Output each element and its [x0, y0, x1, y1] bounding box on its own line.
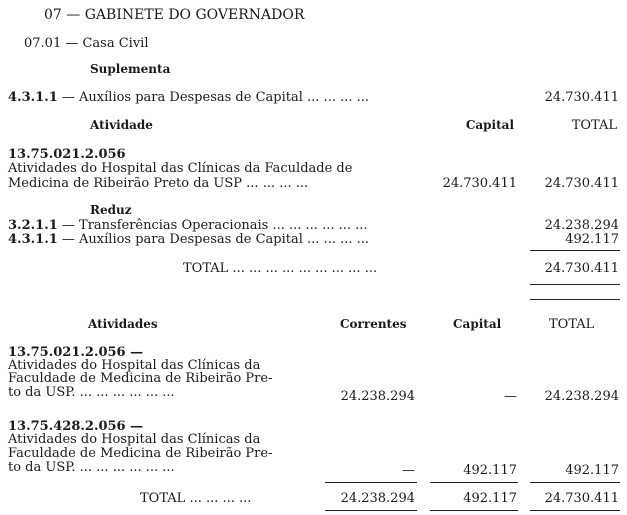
reduz-leader-2: ... ... ... ... [307, 232, 370, 247]
t2-rule-bottom-correntes [325, 510, 417, 511]
t2-row2-correntes: — [402, 463, 415, 478]
t2-row1-leader: ... ... ... ... ... ... [79, 385, 175, 400]
t2-total-leader: ... ... ... ... [189, 491, 252, 506]
t2-row1-desc2: Faculdade de Medicina de Ribeirão Pre- [8, 371, 273, 386]
t1-row-desc2-line [8, 177, 308, 190]
org-heading: 07 — GABINETE DO GOVERNADOR [44, 7, 305, 23]
t2-rule-bottom-total [530, 510, 620, 511]
t2-row2-desc1: Atividades do Hospital das Clínicas da [8, 432, 261, 447]
reduz-total-line [183, 262, 377, 275]
col-atividades: Atividades [88, 317, 158, 331]
reduz-title: Reduz [90, 203, 132, 217]
t2-total-correntes: 24.238.294 [340, 491, 415, 506]
t2-row1-code: 13.75.021.2.056 [8, 345, 126, 360]
t2-rule-bottom-capital [430, 510, 518, 511]
t1-row-leader: ... ... ... ... [246, 176, 309, 191]
t2-total-line [140, 492, 251, 505]
t2-row1-code-line: 13.75.021.2.056 — [8, 345, 144, 360]
reduz-line-1: 3.2.1.1 — Transferências Operacionais ... ... ... ... ... ... [8, 218, 368, 233]
reduz-code-2: 4.3.1.1 [8, 232, 58, 247]
t2-row1-desc1: Atividades do Hospital das Clínicas da [8, 358, 261, 373]
t1-row-code: 13.75.021.2.056 [8, 147, 126, 162]
col-total: TOTAL [571, 118, 617, 133]
t2-row2-desc3: to da USP. [8, 460, 76, 475]
suplementa-desc: Auxílios para Despesas de Capital [79, 90, 303, 105]
t1-row-desc1: Atividades do Hospital das Clínicas da Faculdade de [8, 161, 353, 176]
col-atividade: Atividade [90, 118, 153, 132]
t2-total-label: TOTAL [140, 491, 186, 506]
t2-total-capital: 492.117 [463, 491, 517, 506]
reduz-leader-1: ... ... ... ... ... ... [272, 218, 368, 233]
t1-row-desc2: Medicina de Ribeirão Preto da USP [8, 176, 243, 191]
t2-row2-leader: ... ... ... ... ... ... [79, 460, 175, 475]
suplementa-title: Suplementa [90, 62, 171, 76]
reduz-rule-top [530, 250, 620, 251]
t2-row2-code: 13.75.428.2.056 [8, 419, 126, 434]
t2-row1-desc3: to da USP. [8, 385, 76, 400]
t2-rule-correntes [325, 482, 417, 483]
reduz-code-1: 3.2.1.1 [8, 218, 58, 233]
reduz-value-1: 24.238.294 [544, 218, 619, 233]
t2-row1-desc3-line [8, 386, 175, 399]
t2-row2-capital: 492.117 [463, 463, 517, 478]
reduz-desc-2: Auxílios para Despesas de Capital [79, 232, 303, 247]
unit-name: Casa Civil [82, 36, 149, 51]
reduz-line-2: 4.3.1.1 — Auxílios para Despesas de Capital ... ... ... ... [8, 232, 370, 247]
t1-row-total: 24.730.411 [544, 176, 619, 191]
t2-row2-code-line: 13.75.428.2.056 — [8, 419, 144, 434]
t2-row2-desc3-line [8, 461, 175, 474]
t2-row2-desc2: Faculdade de Medicina de Ribeirão Pre- [8, 446, 273, 461]
t2-rule-capital [430, 482, 518, 483]
reduz-value-2: 492.117 [565, 232, 619, 247]
col-total-2: TOTAL [549, 317, 595, 332]
reduz-desc-1: Transferências Operacionais [79, 218, 269, 233]
t2-row1-correntes: 24.238.294 [340, 389, 415, 404]
suplementa-line: 4.3.1.1 — Auxílios para Despesas de Capital ... ... ... ... [8, 90, 370, 105]
org-code: 07 [44, 7, 62, 23]
unit-code: 07.01 [24, 36, 62, 51]
t2-row1-total: 24.238.294 [544, 389, 619, 404]
unit-heading: 07.01 — Casa Civil [24, 36, 149, 51]
t1-row-capital: 24.730.411 [442, 176, 517, 191]
org-name: GABINETE DO GOVERNADOR [84, 7, 305, 23]
reduz-total-leader: ... ... ... ... ... ... ... ... ... [232, 261, 378, 276]
reduz-total-value: 24.730.411 [544, 261, 619, 276]
suplementa-code: 4.3.1.1 [8, 90, 58, 105]
suplementa-value: 24.730.411 [544, 90, 619, 105]
suplementa-leader: ... ... ... ... [307, 90, 370, 105]
col-capital-2: Capital [453, 317, 502, 331]
t2-row1-capital: — [504, 389, 517, 404]
reduz-rule-bottom [530, 299, 620, 300]
col-capital: Capital [465, 118, 514, 132]
reduz-total-label: TOTAL [183, 261, 229, 276]
reduz-rule-mid [530, 284, 620, 285]
t2-total-total: 24.730.411 [544, 491, 619, 506]
t2-rule-total [530, 482, 620, 483]
col-correntes: Correntes [340, 317, 407, 331]
t2-row2-total: 492.117 [565, 463, 619, 478]
